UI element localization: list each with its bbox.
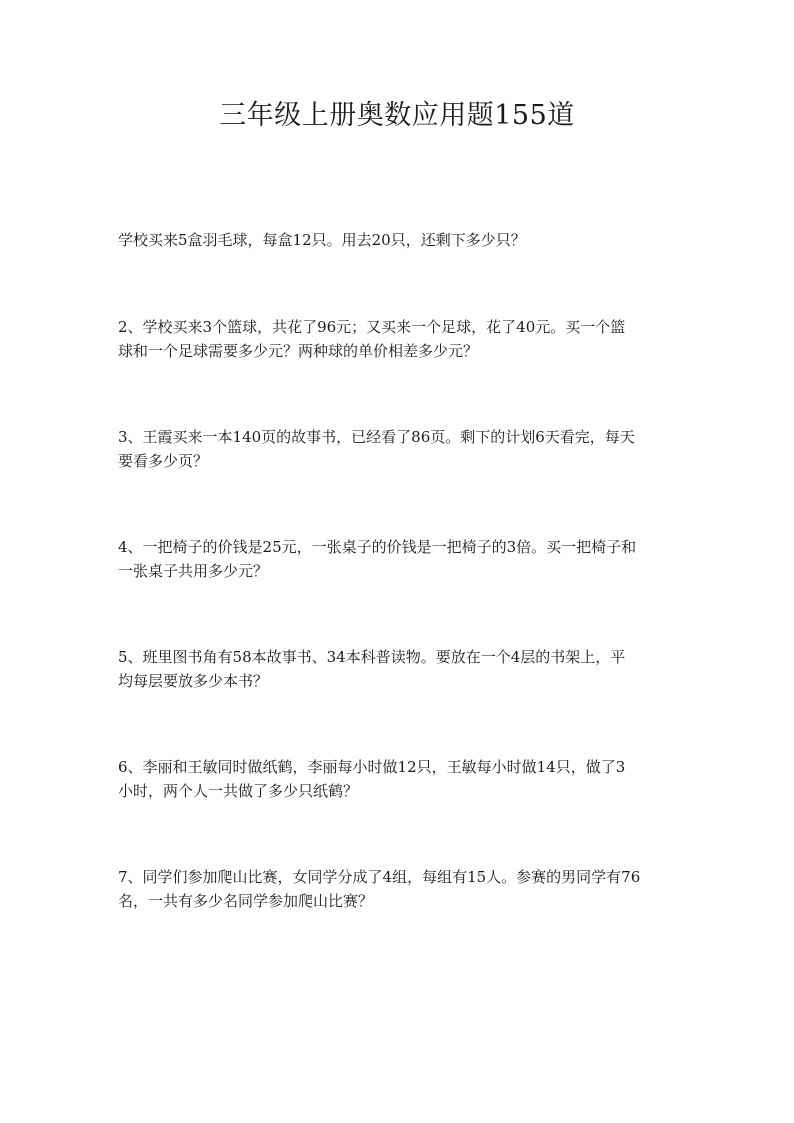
question-2-line-1: 2、学校买来3个篮球，共花了96元；又买来一个足球，花了40元。买一个篮	[118, 318, 626, 336]
question-4	[118, 535, 678, 583]
question-4-line-2: 一张桌子共用多少元？	[118, 562, 269, 580]
question-2-line-2: 球和一个足球需要多少元？两种球的单价相差多少元？	[118, 342, 479, 360]
question-1-line-1: 学校买来5盒羽毛球，每盒12只。用去20只，还剩下多少只？	[118, 231, 526, 249]
question-5	[118, 645, 678, 693]
question-6-line-1: 6、李丽和王敏同时做纸鹤，李丽每小时做12只，王敏每小时做14只，做了3	[118, 758, 626, 776]
question-3-line-1: 3、王霞买来一本140页的故事书，已经看了86页。剩下的计划6天看完，每天	[118, 428, 635, 446]
question-3	[118, 425, 678, 473]
question-7	[118, 865, 678, 913]
question-7-line-2: 名，一共有多少名同学参加爬山比赛？	[118, 892, 374, 910]
question-5-line-1: 5、班里图书角有58本故事书、34本科普读物。要放在一个4层的书架上，平	[118, 648, 626, 666]
question-3-line-2: 要看多少页？	[118, 452, 209, 470]
question-6	[118, 755, 678, 803]
question-4-line-1: 4、一把椅子的价钱是25元，一张桌子的价钱是一把椅子的3倍。买一把椅子和	[118, 538, 637, 556]
document-title: 三年级上册奥数应用题155道	[219, 100, 575, 131]
question-2	[118, 315, 678, 363]
question-7-line-1: 7、同学们参加爬山比赛，女同学分成了4组，每组有15人。参赛的男同学有76	[118, 868, 641, 886]
question-1	[118, 228, 678, 252]
question-5-line-2: 均每层要放多少本书？	[118, 672, 269, 690]
question-6-line-2: 小时，两个人一共做了多少只纸鹤？	[118, 782, 359, 800]
